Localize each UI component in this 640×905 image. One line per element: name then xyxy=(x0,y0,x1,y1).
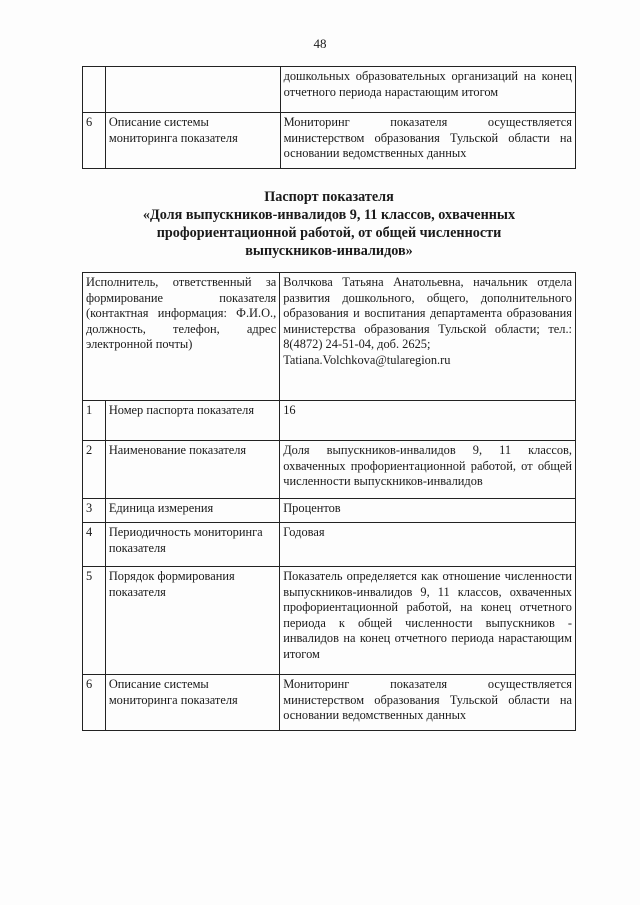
row-number xyxy=(83,67,106,113)
row-label: Описание системы мониторинга показателя xyxy=(105,113,280,169)
row-label: Порядок формирования показателя xyxy=(105,567,279,675)
row-label: Номер паспорта показателя xyxy=(105,401,279,441)
table-row xyxy=(83,401,576,441)
executor-row xyxy=(83,273,576,401)
row-label: Периодичность мониторинга показателя xyxy=(105,523,279,567)
table-row xyxy=(83,523,576,567)
table-row xyxy=(83,113,576,169)
table-row xyxy=(83,567,576,675)
title-line: выпускников-инвалидов» xyxy=(245,243,413,259)
row-number: 5 xyxy=(83,567,106,675)
row-number: 3 xyxy=(83,499,106,523)
row-value: Мониторинг показателя осуществляется министерством образования Тульской области на основании ведомственных данных xyxy=(280,675,576,731)
table-row xyxy=(83,499,576,523)
executor-label: Исполнитель, ответственный за формирование показателя (контактная информация: Ф.И.О., должность, телефон, адрес электронной почты) xyxy=(83,273,280,401)
table-row xyxy=(83,441,576,499)
passport-title xyxy=(82,188,576,260)
row-number: 2 xyxy=(83,441,106,499)
row-value: дошкольных образовательных организаций на конец отчетного периода нарастающим итогом xyxy=(280,67,575,113)
title-line: профориентационной работой, от общей численности xyxy=(156,225,502,241)
executor-email: Tatiana.Volchkova@tularegion.ru xyxy=(283,352,451,367)
executor-contact: Волчкова Татьяна Анатольевна, начальник отдела развития дошкольного, общего, дополнительного образования и воспитания департамента образования министерства образования Тульской области; тел.: 8(4872) 24-51-04, доб. 2625; xyxy=(283,275,572,351)
row-value: 16 xyxy=(280,401,576,441)
row-label: Наименование показателя xyxy=(105,441,279,499)
executor-value xyxy=(280,273,576,401)
row-number: 4 xyxy=(83,523,106,567)
row-number: 1 xyxy=(83,401,106,441)
passport-table xyxy=(82,272,576,731)
row-value: Показатель определяется как отношение численности выпускников-инвалидов 9, 11 классов, охваченных профориентационной работой, на конец отчетного периода к общей численности выпускников - инвалидов на конец отчетного периода нарастающим итогом xyxy=(280,567,576,675)
table-row xyxy=(83,675,576,731)
title-line: «Доля выпускников-инвалидов 9, 11 классов, охваченных xyxy=(142,207,516,223)
row-number: 6 xyxy=(83,675,106,731)
continued-table xyxy=(82,66,576,169)
row-value: Годовая xyxy=(280,523,576,567)
row-value: Мониторинг показателя осуществляется министерством образования Тульской области на основании ведомственных данных xyxy=(280,113,575,169)
row-label xyxy=(105,67,280,113)
page-number: 48 xyxy=(313,36,327,51)
row-number: 6 xyxy=(83,113,106,169)
row-value: Доля выпускников-инвалидов 9, 11 классов, охваченных профориентационной работой, от общей численности выпускников-инвалидов xyxy=(280,441,576,499)
title-line: Паспорт показателя xyxy=(264,189,394,205)
table-row xyxy=(83,67,576,113)
row-label: Единица измерения xyxy=(105,499,279,523)
row-label: Описание системы мониторинга показателя xyxy=(105,675,279,731)
row-value: Процентов xyxy=(280,499,576,523)
